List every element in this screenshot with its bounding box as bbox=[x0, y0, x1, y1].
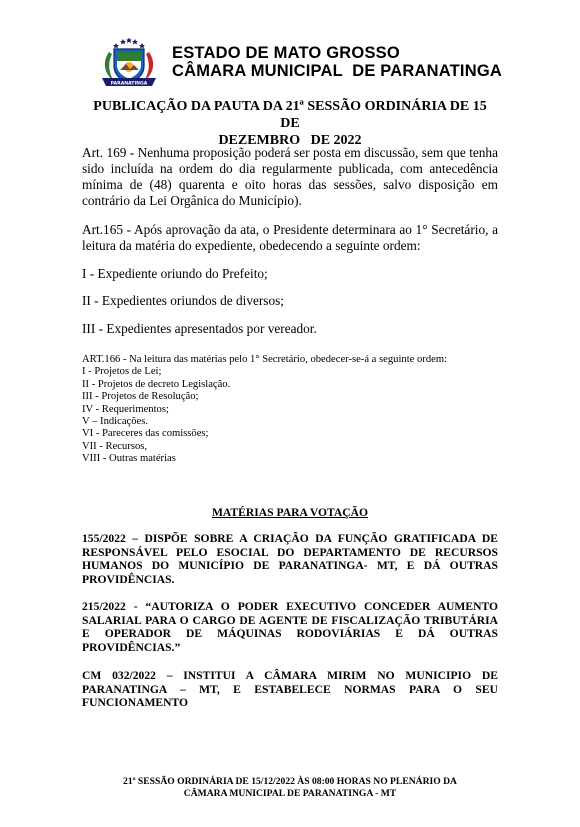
document-title bbox=[82, 98, 498, 149]
footer-line-1: 21ª SESSÃO ORDINÁRIA DE 15/12/2022 ÀS 08:00 HORAS NO PLENÁRIO DA bbox=[123, 776, 457, 787]
footer-line-2: CÂMARA MUNICIPAL DE PARANATINGA - MT bbox=[183, 787, 397, 799]
paragraph-item-i: I - Expediente oriundo do Prefeito; bbox=[82, 266, 268, 281]
municipal-crest-icon bbox=[96, 34, 162, 90]
crest-banner-text: PARANATINGA bbox=[110, 81, 148, 87]
voting-item-cm-032-2022: CM 032/2022 – INSTITUI A CÂMARA MIRIM NO MUNICIPIO DE PARANATINGA – MT, E ESTABELECE NORMAS PARA O SEU FUNCIONAMENTO bbox=[82, 669, 498, 709]
state-name: ESTADO DE MATO GROSSO bbox=[172, 44, 400, 62]
paragraph-item-ii: II - Expedientes oriundos de diversos; bbox=[82, 293, 284, 308]
paragraph-item-iii: III - Expedientes apresentados por vereador. bbox=[82, 321, 317, 336]
paragraph-art-169: Art. 169 - Nenhuma proposição poderá ser posta em discussão, sem que tenha sido incluída na ordem do dia regularmente publicada, com antecedência mínima de (48) quarenta e oito horas das sessões, salvo disposição em contrário da Lei Orgânica do Município). bbox=[82, 145, 498, 208]
list-item: IV - Requerimentos; bbox=[82, 403, 169, 415]
list-item: VIII - Outras matérias bbox=[82, 453, 176, 465]
list-item: V – Indicações. bbox=[82, 416, 148, 428]
voting-heading: MATÉRIAS PARA VOTAÇÃO bbox=[211, 506, 369, 519]
art-166-intro: ART.166 - Na leitura das matérias pelo 1° Secretário, obedecer-se-á a seguinte ordem: bbox=[82, 354, 447, 365]
letterhead bbox=[96, 34, 516, 90]
chamber-name: CÂMARA MUNICIPAL DE PARANATINGA bbox=[172, 62, 502, 80]
title-line-1: PUBLICAÇÃO DA PAUTA DA 21ª SESSÃO ORDINÁRIA DE 15 DE bbox=[93, 99, 487, 131]
paragraph-art-165: Art.165 - Após aprovação da ata, o Presidente determinara ao 1° Secretário, a leitura da matéria do expediente, obedecendo a seguinte ordem: bbox=[82, 222, 498, 253]
list-item: I - Projetos de Lei; bbox=[82, 366, 162, 378]
list-item: II - Projetos de decreto Legislação. bbox=[82, 378, 231, 390]
list-item: III - Projetos de Resolução; bbox=[82, 391, 199, 403]
institution-name bbox=[172, 44, 502, 80]
title-line-2: DEZEMBRO DE 2022 bbox=[218, 133, 362, 148]
list-item: VII - Recursos, bbox=[82, 440, 148, 452]
art-166-list bbox=[82, 354, 498, 466]
session-footer bbox=[82, 776, 498, 799]
voting-item-155-2022: 155/2022 – DISPÕE SOBRE A CRIAÇÃO DA FUNÇÃO GRATIFICADA DE RESPONSÁVEL PELO ESOCIAL DO DEPARTAMENTO DE RECURSOS HUMANOS DO MUNICÍPIO DE PARANATINGA- MT, E DÁ OUTRAS PROVIDÊNCIAS. bbox=[82, 532, 498, 586]
voting-item-215-2022: 215/2022 - “AUTORIZA O PODER EXECUTIVO CONCEDER AUMENTO SALARIAL PARA O CARGO DE AGENTE DE FISCALIZAÇÃO TRIBUTÁRIA E OPERADOR DE MÁQUINAS RODOVIÁRIAS E DÁ OUTRAS PROVIDÊNCIAS.” bbox=[82, 600, 498, 654]
list-item: VI - Pareceres das comissões; bbox=[82, 428, 209, 440]
